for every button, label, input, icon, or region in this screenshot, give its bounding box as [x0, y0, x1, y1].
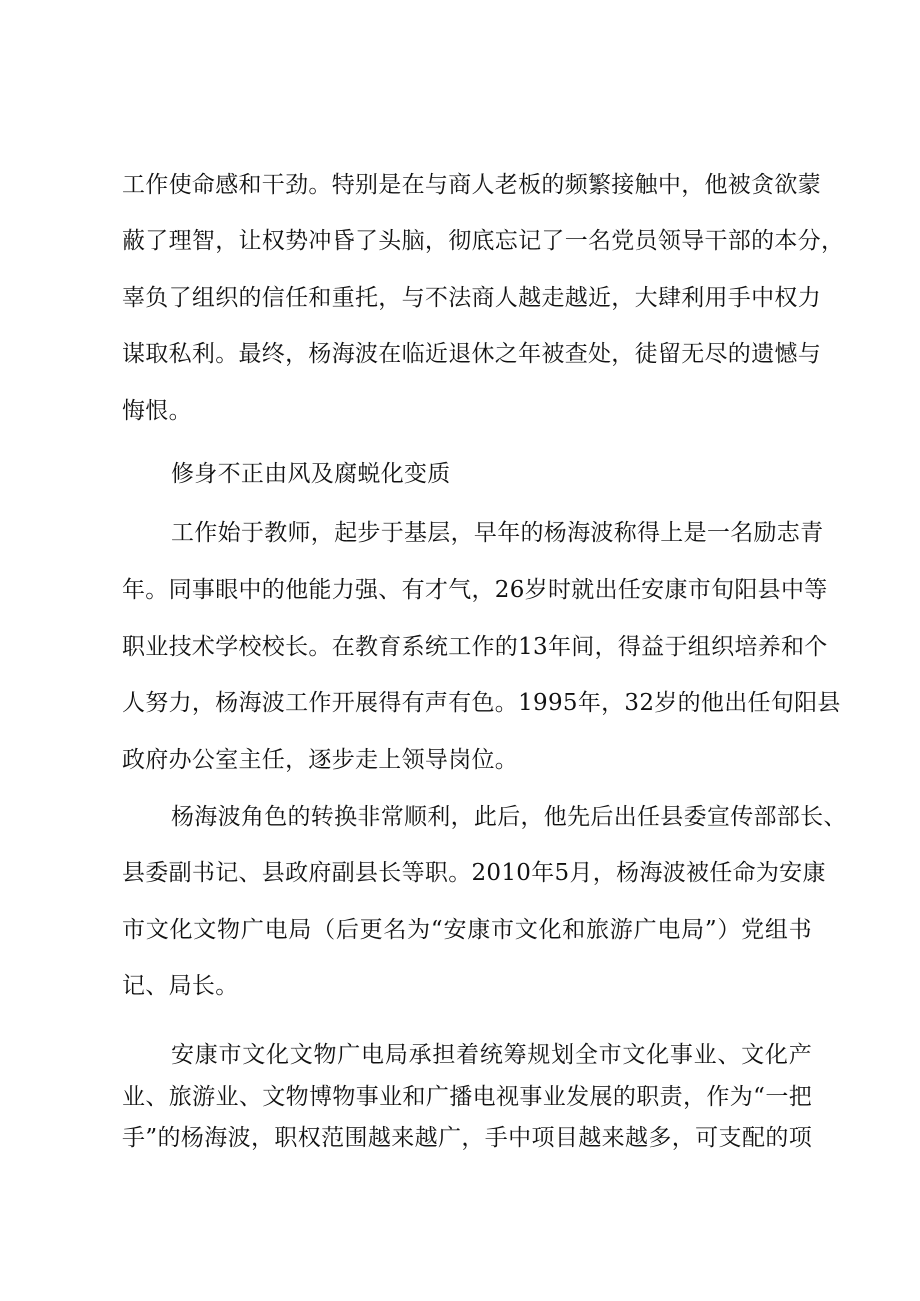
text-line: 工作始于教师，起步于基层，早年的杨海波称得上是一名励志青 — [171, 520, 824, 546]
text-line: 记、局长。 — [122, 973, 239, 999]
text-line: 手”的杨海波，职权范围越来越广，手中项目越来越多，可支配的项 — [122, 1125, 812, 1151]
text-line: 政府办公室主任，逐步走上领导岗位。 — [122, 747, 519, 773]
text-line: 年。同事眼中的他能力强、有才气，26岁时就出任安康市旬阳县中等 — [122, 577, 828, 603]
text-line: 市文化文物广电局（后更名为“安康市文化和旅游广电局”）党组书 — [122, 917, 812, 943]
text-line: 县委副书记、县政府副县长等职。2010年5月，杨海波被任命为安康 — [122, 860, 826, 886]
text-line: 悔恨。 — [122, 398, 192, 424]
text-line: 业、旅游业、文物博物事业和广播电视事业发展的职责，作为“一把 — [122, 1084, 812, 1110]
section-heading: 修身不正由风及腐蜕化变质 — [171, 461, 451, 487]
text-line: 蔽了理智，让权势冲昏了头脑，彻底忘记了一名党员领导干部的本分， — [122, 228, 845, 254]
text-line: 工作使命感和干劲。特别是在与商人老板的频繁接触中，他被贪欲蒙 — [122, 172, 821, 198]
text-line: 杨海波角色的转换非常顺利，此后，他先后出任县委宣传部部长、 — [171, 804, 847, 830]
text-line: 安康市文化文物广电局承担着统筹规划全市文化事业、文化产 — [171, 1042, 812, 1068]
text-line: 职业技术学校校长。在教育系统工作的13年间，得益于组织培养和个 — [122, 634, 828, 660]
text-line: 人努力，杨海波工作开展得有声有色。1995年，32岁的他出任旬阳县 — [122, 690, 841, 716]
text-line: 辜负了组织的信任和重托，与不法商人越走越近，大肆利用手中权力 — [122, 285, 821, 311]
text-line: 谋取私利。最终，杨海波在临近退休之年被查处，徒留无尽的遗憾与 — [122, 341, 821, 367]
